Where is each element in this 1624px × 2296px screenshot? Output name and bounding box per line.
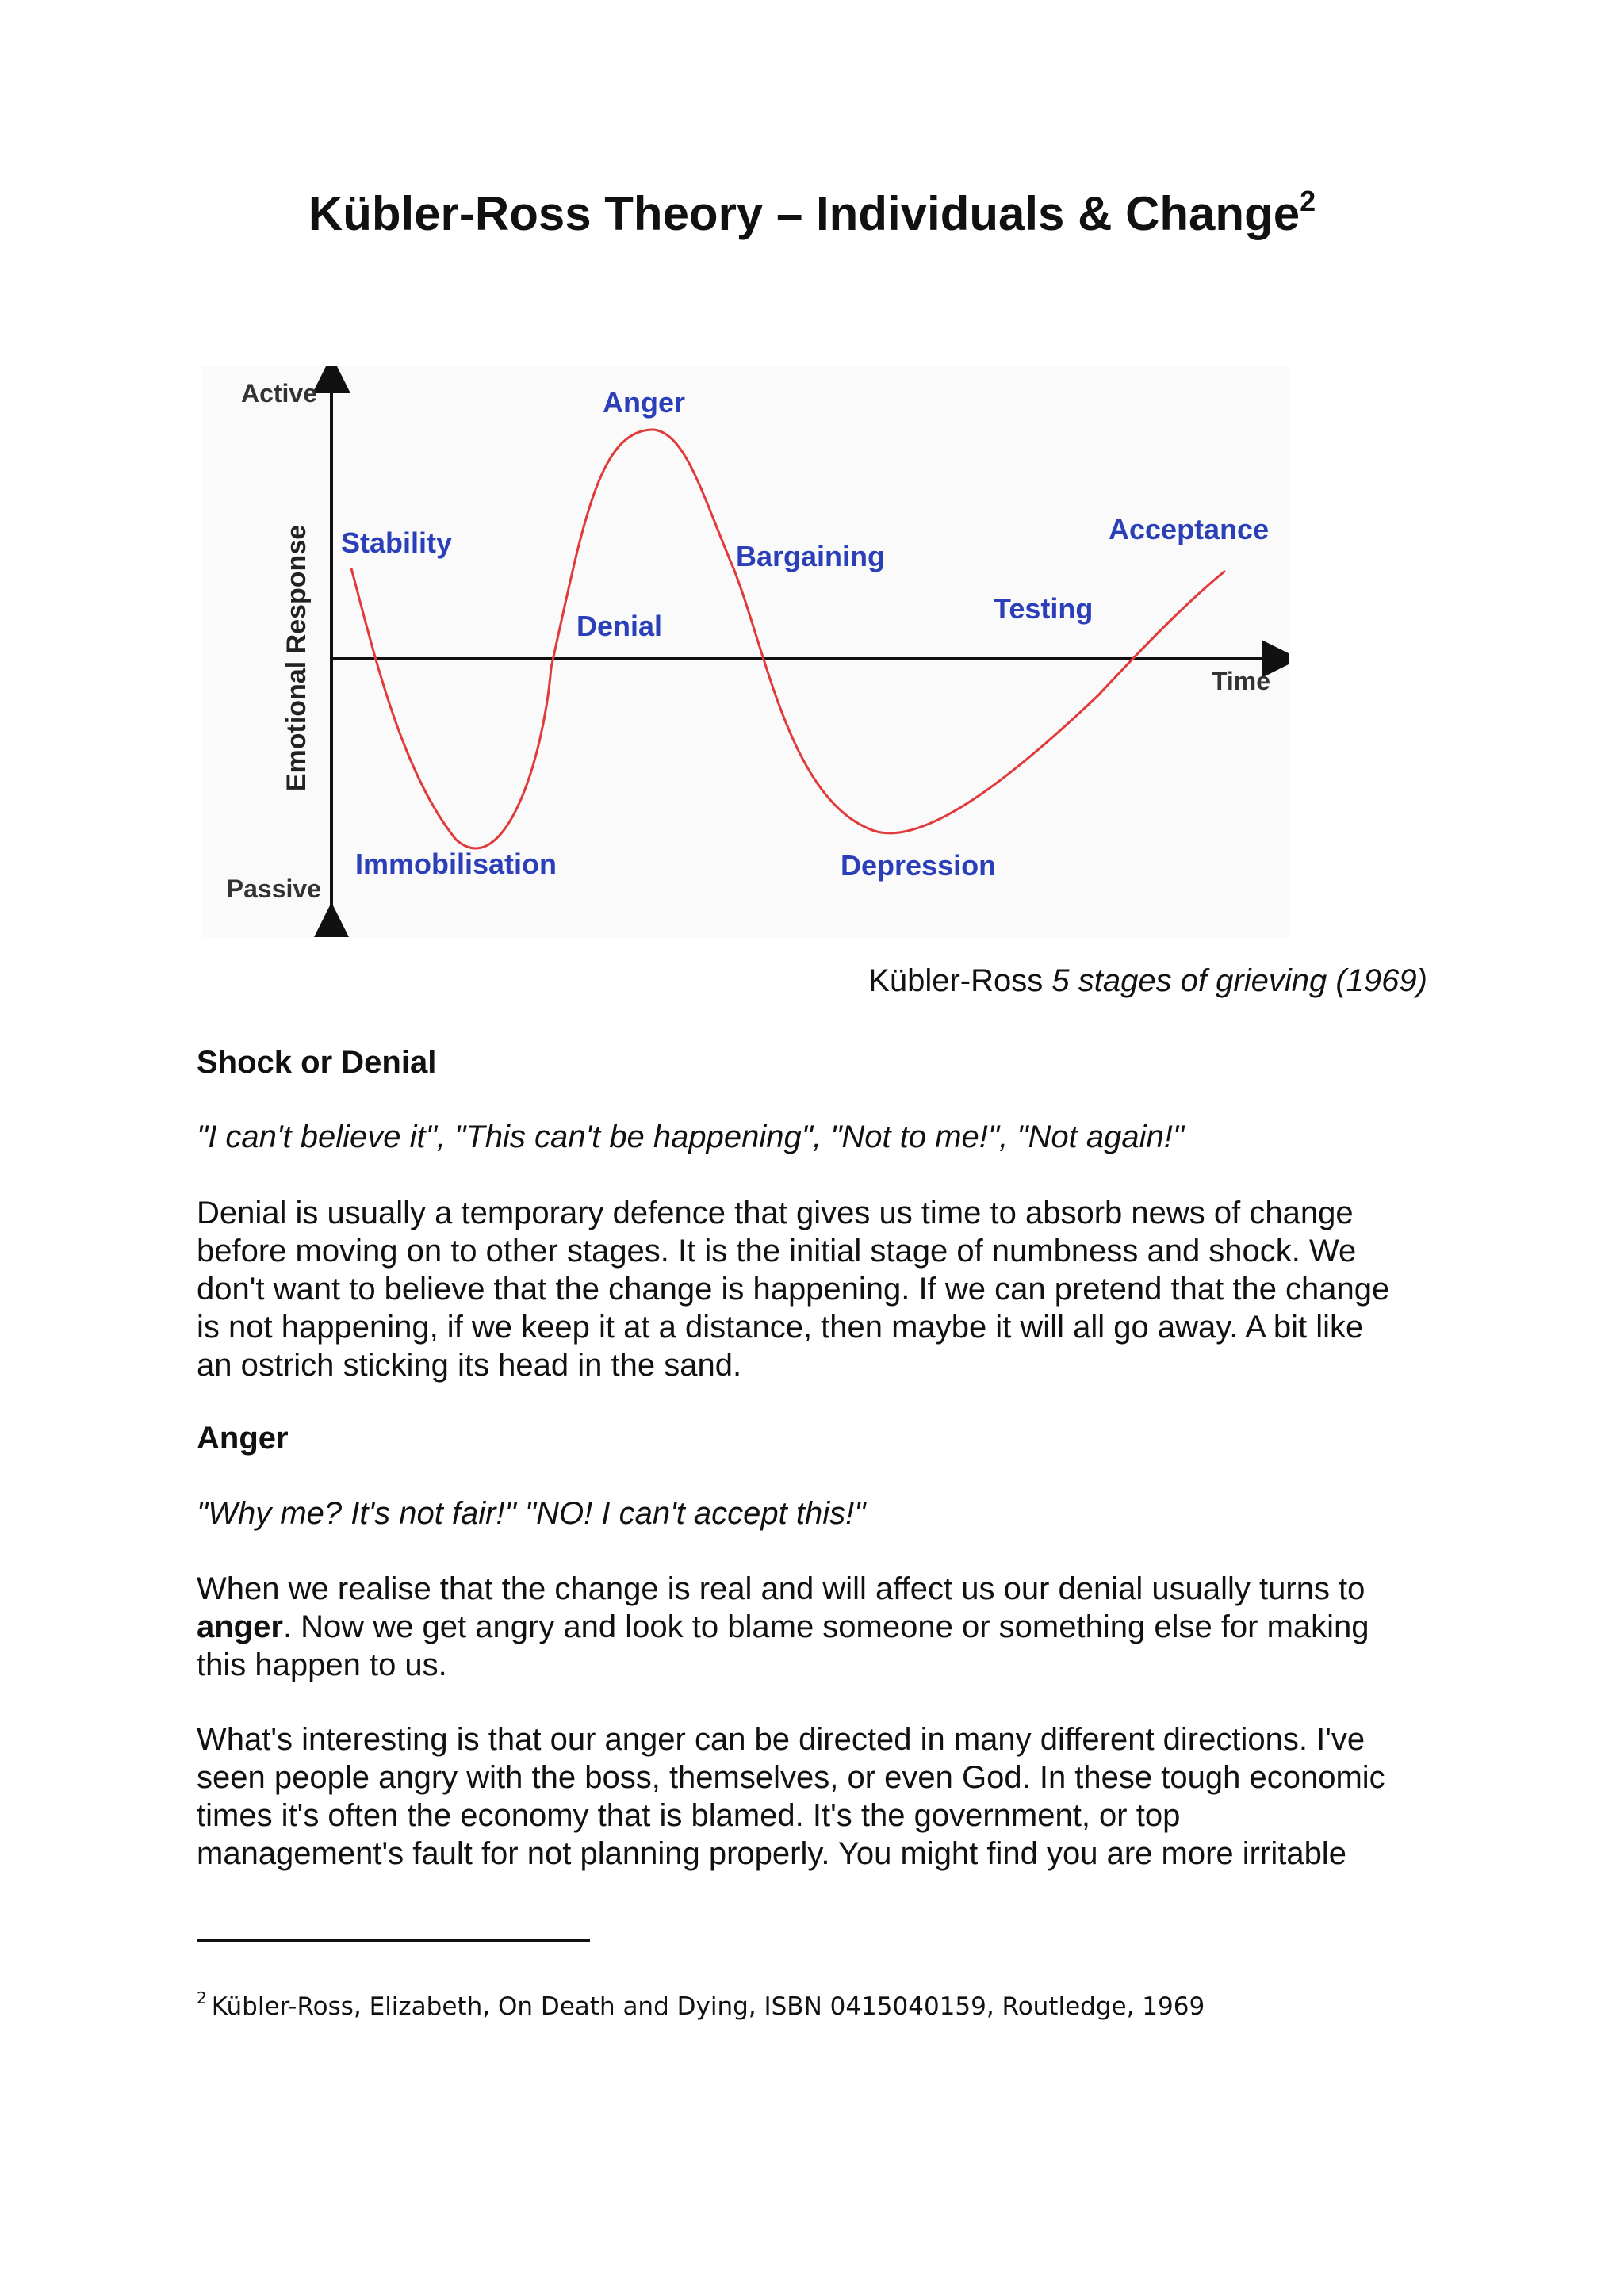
stage-label-denial: Denial [576,610,663,642]
paragraph-line-rest: . Now we get angry and look to blame someone or something else for making [282,1609,1369,1644]
caption-work: 5 stages of grieving (1969) [1051,963,1427,998]
section-heading-anger: Anger [197,1421,289,1456]
paragraph-line: What's interesting is that our anger can be directed in many different directions. I've [197,1722,1365,1757]
footnote-number: 2 [197,1988,207,2007]
paragraph-line: is not happening, if we keep it at a distance, then maybe it will all go away. A bit like [197,1310,1364,1345]
section-paragraph-anger-1 [197,1570,1450,1684]
emphasis-anger: anger [197,1609,283,1644]
footnote-divider [197,1939,590,1942]
change-curve-svg [202,366,1289,937]
title-footnote-ref: 2 [1300,185,1316,217]
paragraph-line: this happen to us. [197,1647,447,1682]
stage-label-testing: Testing [994,592,1094,625]
paragraph-line: management's fault for not planning properly. You might find you are more irritable [197,1836,1346,1871]
paragraph-line: an ostrich sticking its head in the sand. [197,1348,742,1383]
stage-label-anger: Anger [603,386,686,419]
paragraph-line: before moving on to other stages. It is the initial stage of numbness and shock. We [197,1234,1357,1269]
footnote-text: Kübler-Ross, Elizabeth, On Death and Dying, ISBN 0415040159, Routledge, 1969 [211,1992,1205,2021]
paragraph-line: times it's often the economy that is blamed. It's the government, or top [197,1798,1181,1833]
stage-label-stability: Stability [341,526,453,559]
y-axis-title: Emotional Response [282,524,312,792]
figure-caption [868,963,1427,999]
stage-label-depression: Depression [841,849,997,882]
y-bottom-label: Passive [226,874,321,903]
stage-label-bargaining: Bargaining [736,540,886,572]
kubler-ross-change-curve [202,366,1289,937]
paragraph-line: Denial is usually a temporary defence that gives us time to absorb news of change [197,1196,1354,1230]
emotional-response-curve [351,430,1225,848]
stage-label-acceptance: Acceptance [1109,513,1270,545]
stage-label-immobilisation: Immobilisation [355,848,557,880]
title-text: Kübler-Ross Theory – Individuals & Change [308,187,1300,240]
footnote [197,1988,1205,2021]
section-quote-anger: "Why me? It's not fair!" "NO! I can't accept this!" [197,1496,866,1531]
section-paragraph-shock [197,1194,1450,1384]
caption-author: Kübler-Ross [868,963,1044,998]
y-top-label: Active [240,379,317,408]
paragraph-line: When we realise that the change is real and will affect us our denial usually turns to [197,1571,1365,1606]
paragraph-line: don't want to believe that the change is happening. If we can pretend that the change [197,1272,1390,1307]
section-quote-shock: "I can't believe it", "This can't be happening", "Not to me!", "Not again!" [197,1119,1185,1154]
paragraph-line [197,1608,1450,1646]
paragraph-line: seen people angry with the boss, themselves, or even God. In these tough economic [197,1760,1385,1795]
page-title [0,184,1624,243]
section-paragraph-anger-2 [197,1720,1450,1873]
section-heading-shock: Shock or Denial [197,1045,437,1080]
x-axis-title: Time [1211,667,1271,695]
